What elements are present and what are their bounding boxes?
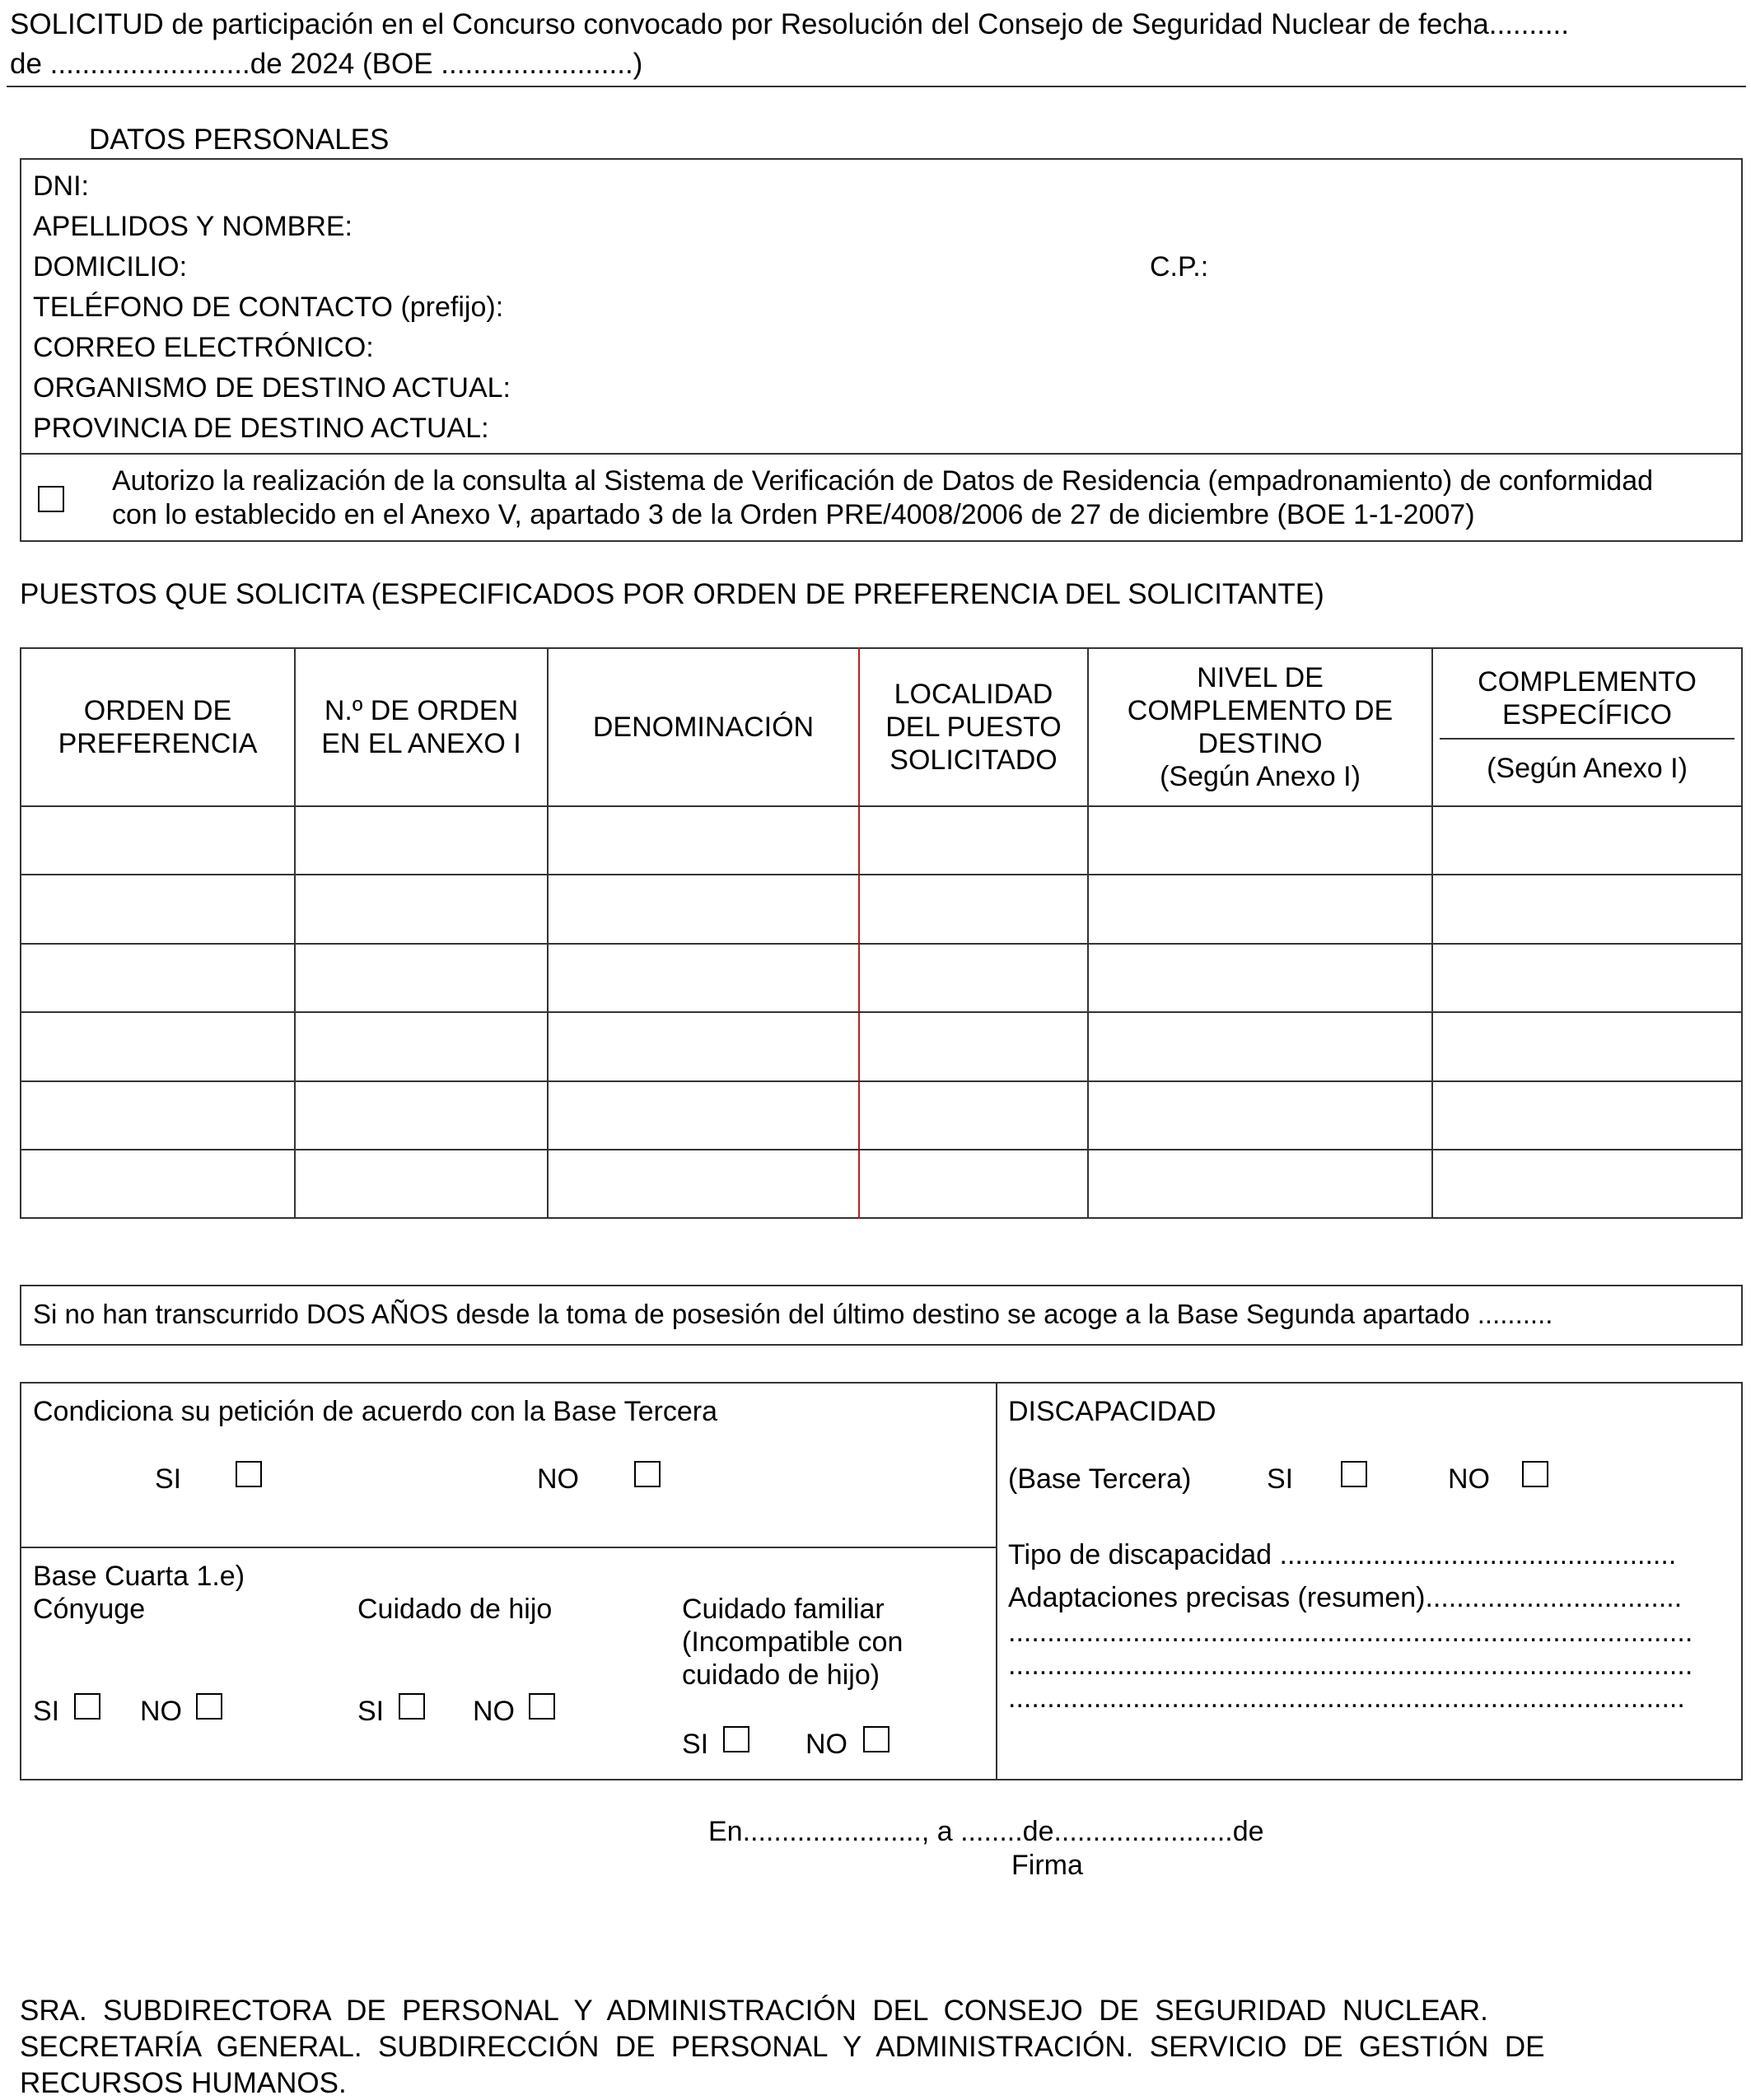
condiciona-si-checkbox[interactable] [236,1461,262,1487]
adaptaciones-line-3[interactable]: ....................................................................................... [1008,1682,1685,1714]
cell-orden[interactable] [21,1013,294,1080]
conyuge-si-label: SI [33,1696,60,1727]
condiciona-no-label: NO [537,1463,579,1495]
cell-denominacion[interactable] [549,945,858,1011]
datos-personales-title: DATOS PERSONALES [89,124,390,156]
cell-nivel[interactable] [1089,1150,1431,1217]
autorizo-divider [20,453,1743,455]
cell-orden[interactable] [21,1150,294,1217]
adaptaciones-line-1[interactable]: ........................................................................................ [1008,1617,1693,1648]
cuidado-familiar-line-1: Cuidado familiar [682,1594,885,1625]
cell-nivel[interactable] [1089,875,1431,942]
destinatario-line-1: SRA. SUBDIRECTORA DE PERSONAL Y ADMINISTRACIÓN DEL CONSEJO DE SEGURIDAD NUCLEAR. [20,1995,1488,2027]
cuidado-familiar-line-3: cuidado de hijo) [682,1659,880,1691]
correo-label: CORREO ELECTRÓNICO: [33,332,374,363]
cell-localidad[interactable] [860,1082,1087,1149]
adaptaciones-field[interactable]: Adaptaciones precisas (resumen)................................. [1008,1582,1683,1613]
hijo-no-checkbox[interactable] [529,1693,555,1720]
conditions-divider [996,1382,997,1780]
cell-denominacion[interactable] [549,1082,858,1149]
cell-complemento[interactable] [1433,1082,1741,1149]
cell-complemento[interactable] [1433,1150,1741,1217]
cell-denominacion[interactable] [549,807,858,874]
autorizo-text-1: Autorizo la realización de la consulta al Sistema de Verificación de Datos de Residencia (empadronamiento) de conformidad [112,465,1654,497]
cell-orden[interactable] [21,1082,294,1149]
header-line-2: de .........................de 2024 (BOE ........................) [10,48,643,80]
cell-complemento[interactable] [1433,875,1741,942]
hijo-no-label: NO [473,1696,515,1727]
cell-complemento[interactable] [1433,1013,1741,1080]
cell-numero[interactable] [296,807,547,874]
cell-numero[interactable] [296,1082,547,1149]
firma-label: Firma [1011,1850,1083,1881]
cell-numero[interactable] [296,875,547,942]
header-rule [7,86,1746,87]
th-localidad: LOCALIDAD DEL PUESTO SOLICITADO [885,679,1062,776]
th-nivel-complemento: NIVEL DE COMPLEMENTO DE DESTINO (Según Anexo I) [1127,662,1394,792]
cell-orden[interactable] [21,945,294,1011]
cell-denominacion[interactable] [549,1013,858,1080]
cell-complemento[interactable] [1433,945,1741,1011]
discapacidad-si-checkbox[interactable] [1341,1461,1367,1487]
adaptaciones-line-2[interactable]: ........................................................................................ [1008,1650,1693,1681]
destinatario-line-2: SECRETARÍA GENERAL. SUBDIRECCIÓN DE PERSONAL Y ADMINISTRACIÓN. SERVICIO DE GESTIÓN DE [20,2031,1545,2063]
discapacidad-no-checkbox[interactable] [1522,1461,1548,1487]
autorizo-text-2: con lo establecido en el Anexo V, apartado 3 de la Orden PRE/4008/2006 de 27 de diciembre (BOE 1-1-2007) [112,499,1475,530]
familiar-no-label: NO [805,1729,847,1760]
familiar-si-label: SI [682,1729,709,1760]
cell-numero[interactable] [296,945,547,1011]
cell-orden[interactable] [21,807,294,874]
cell-nivel[interactable] [1089,945,1431,1011]
telefono-label: TELÉFONO DE CONTACTO (prefijo): [33,292,504,323]
conyuge-si-checkbox[interactable] [74,1693,100,1720]
cell-localidad[interactable] [860,1150,1087,1217]
autorizo-checkbox[interactable] [38,486,64,512]
familiar-no-checkbox[interactable] [863,1726,890,1752]
cell-localidad[interactable] [860,875,1087,942]
cell-denominacion[interactable] [549,1150,858,1217]
discapacidad-no-label: NO [1448,1463,1490,1495]
th-complemento-especifico: COMPLEMENTO ESPECÍFICO [1478,666,1697,730]
th-denominacion: DENOMINACIÓN [592,712,815,743]
th-complemento-anexo: (Según Anexo I) [1487,753,1688,784]
cell-numero[interactable] [296,1013,547,1080]
base-cuarta-title: Base Cuarta 1.e) [33,1561,245,1592]
dos-anos-text: Si no han transcurrido DOS AÑOS desde la toma de posesión del último destino se acoge a la Base Segunda apartado .......... [33,1299,1553,1329]
lugar-fecha-line[interactable]: En......................., a ........de.......................de [708,1816,1264,1847]
th-numero-orden: N.º DE ORDEN EN EL ANEXO I [321,695,521,759]
dni-label: DNI: [33,170,89,202]
header-line-1: SOLICITUD de participación en el Concurso convocado por Resolución del Consejo de Seguridad Nuclear de fecha.......... [10,8,1569,40]
cell-numero[interactable] [296,1150,547,1217]
cell-localidad[interactable] [860,1013,1087,1080]
conyuge-label: Cónyuge [33,1594,146,1625]
discapacidad-title: DISCAPACIDAD [1008,1396,1216,1427]
th-orden-preferencia: ORDEN DE PREFERENCIA [58,695,258,759]
condiciona-si-label: SI [155,1463,182,1495]
cell-nivel[interactable] [1089,1013,1431,1080]
apellidos-label: APELLIDOS Y NOMBRE: [33,211,353,242]
organismo-label: ORGANISMO DE DESTINO ACTUAL: [33,372,511,404]
cuidado-familiar-line-2: (Incompatible con [682,1626,904,1658]
cell-localidad[interactable] [860,807,1087,874]
puestos-title: PUESTOS QUE SOLICITA (ESPECIFICADOS POR ORDEN DE PREFERENCIA DEL SOLICITANTE) [20,578,1324,610]
provincia-label: PROVINCIA DE DESTINO ACTUAL: [33,413,489,444]
conyuge-no-label: NO [140,1696,182,1727]
cp-label: C.P.: [1150,251,1209,282]
cell-complemento[interactable] [1433,807,1741,874]
hijo-si-label: SI [357,1696,385,1727]
discapacidad-si-label: SI [1267,1463,1294,1495]
cell-denominacion[interactable] [549,875,858,942]
tipo-discapacidad-field[interactable]: Tipo de discapacidad ................................................... [1008,1539,1677,1570]
condiciona-no-checkbox[interactable] [634,1461,661,1487]
destinatario-line-3: RECURSOS HUMANOS. [20,2067,347,2099]
cuidado-hijo-label: Cuidado de hijo [357,1594,553,1625]
cell-nivel[interactable] [1089,807,1431,874]
cell-nivel[interactable] [1089,1082,1431,1149]
condiciona-label: Condiciona su petición de acuerdo con la Base Tercera [33,1396,718,1427]
base-cuarta-divider [20,1547,997,1548]
domicilio-label: DOMICILIO: [33,251,188,282]
conyuge-no-checkbox[interactable] [196,1693,222,1720]
cell-orden[interactable] [21,875,294,942]
discapacidad-base-label: (Base Tercera) [1008,1463,1192,1495]
hijo-si-checkbox[interactable] [399,1693,425,1720]
familiar-si-checkbox[interactable] [723,1726,749,1752]
cell-localidad[interactable] [860,945,1087,1011]
